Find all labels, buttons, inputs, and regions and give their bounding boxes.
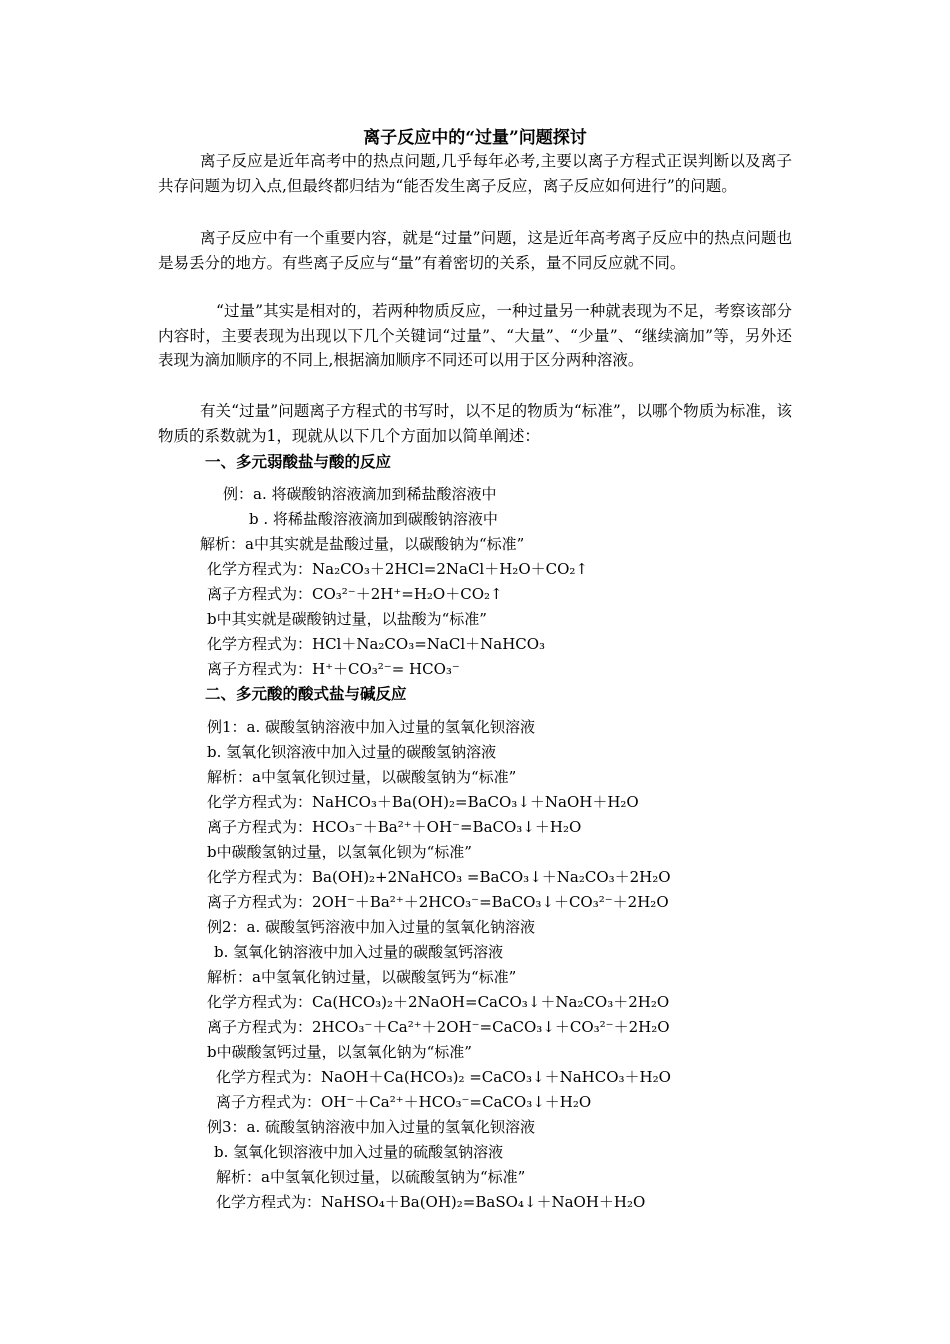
analysis-line: 解析：a中氢氧化钠过量，以碳酸氢钙为“标准” (207, 968, 517, 986)
example-line: b. 氢氧化钠溶液中加入过量的碳酸氢钙溶液 (214, 943, 504, 961)
analysis-line: b中碳酸氢钠过量，以氢氧化钡为“标准” (207, 843, 472, 861)
analysis-line: 解析：a中氢氧化钡过量，以碳酸氢钠为“标准” (207, 768, 517, 786)
example-line: b. 氢氧化钡溶液中加入过量的硫酸氢钠溶液 (214, 1143, 504, 1161)
paragraph-excess-definition: “过量”其实是相对的，若两种物质反应，一种过量另一种就表现为不足，考察该部分内容时，主要表现为出现以下几个关键词“过量”、“大量”、“少量”、“继续滴加”等，另外还表现为滴加顺序的不同上,根据滴加顺序不同还可以用于区分两种溶液。 (158, 302, 792, 369)
example-line: 例2：a. 碳酸氢钙溶液中加入过量的氢氧化钠溶液 (207, 918, 536, 936)
example-line: 例3：a. 硫酸氢钠溶液中加入过量的氢氧化钡溶液 (207, 1118, 536, 1136)
equation-line: 化学方程式为：NaOH＋Ca(HCO₃)₂ =CaCO₃↓＋NaHCO₃＋H₂O (216, 1068, 671, 1086)
analysis-line: 解析：a中其实就是盐酸过量，以碳酸钠为“标准” (200, 535, 525, 553)
equation-line: 化学方程式为：Na₂CO₃＋2HCl=2NaCl＋H₂O＋CO₂↑ (207, 560, 588, 578)
equation-line: 化学方程式为：HCl＋Na₂CO₃=NaCl＋NaHCO₃ (207, 635, 546, 653)
equation-line: 化学方程式为：NaHCO₃＋Ba(OH)₂=BaCO₃↓＋NaOH＋H₂O (207, 793, 639, 811)
section-heading-1: 一、多元弱酸盐与酸的反应 (205, 452, 392, 471)
page-title: 离子反应中的“过量”问题探讨 (363, 128, 587, 148)
analysis-line: 解析：a中氢氧化钡过量，以硫酸氢钠为“标准” (216, 1168, 526, 1186)
analysis-line: b中碳酸氢钙过量，以氢氧化钠为“标准” (207, 1043, 472, 1061)
equation-line: 离子方程式为：H⁺＋CO₃²⁻= HCO₃⁻ (207, 660, 460, 678)
equation-line: 化学方程式为：Ca(HCO₃)₂＋2NaOH=CaCO₃↓＋Na₂CO₃＋2H₂O (207, 993, 670, 1011)
equation-line: 离子方程式为：2HCO₃⁻＋Ca²⁺＋2OH⁻=CaCO₃↓＋CO₃²⁻＋2H₂O (207, 1018, 670, 1036)
equation-line: 离子方程式为：OH⁻＋Ca²⁺＋HCO₃⁻=CaCO₃↓＋H₂O (216, 1093, 592, 1111)
paragraph-intro: 离子反应是近年高考中的热点问题,几乎每年必考,主要以离子方程式正误判断以及离子共存问题为切入点,但最终都归结为“能否发生离子反应，离子反应如何进行”的问题。 (158, 152, 792, 195)
paragraph-overview: 离子反应中有一个重要内容，就是“过量”问题，这是近年高考离子反应中的热点问题也是易丢分的地方。有些离子反应与“量”有着密切的关系，量不同反应就不同。 (158, 229, 792, 272)
example-line: 例1：a. 碳酸氢钠溶液中加入过量的氢氧化钡溶液 (207, 718, 536, 736)
equation-line: 化学方程式为：Ba(OH)₂+2NaHCO₃ =BaCO₃↓＋Na₂CO₃＋2H₂O (207, 868, 671, 886)
analysis-line: b中其实就是碳酸钠过量，以盐酸为“标准” (207, 610, 487, 628)
equation-line: 离子方程式为：2OH⁻＋Ba²⁺＋2HCO₃⁻=BaCO₃↓＋CO₃²⁻＋2H₂O (207, 893, 669, 911)
example-line: b . 将稀盐酸溶液滴加到碳酸钠溶液中 (249, 510, 498, 528)
equation-line: 离子方程式为：CO₃²⁻＋2H⁺=H₂O＋CO₂↑ (207, 585, 503, 603)
example-line: b. 氢氧化钡溶液中加入过量的碳酸氢钠溶液 (207, 743, 497, 761)
paragraph-standard-rule: 有关“过量”问题离子方程式的书写时，以不足的物质为“标准”，以哪个物质为标准，该物质的系数就为1，现就从以下几个方面加以简单阐述： (158, 402, 792, 445)
equation-line: 离子方程式为：HCO₃⁻＋Ba²⁺＋OH⁻=BaCO₃↓＋H₂O (207, 818, 582, 836)
equation-line: 化学方程式为：NaHSO₄＋Ba(OH)₂=BaSO₄↓＋NaOH＋H₂O (216, 1193, 646, 1211)
example-line: 例：a. 将碳酸钠溶液滴加到稀盐酸溶液中 (223, 485, 497, 503)
section-heading-2: 二、多元酸的酸式盐与碱反应 (205, 684, 407, 703)
